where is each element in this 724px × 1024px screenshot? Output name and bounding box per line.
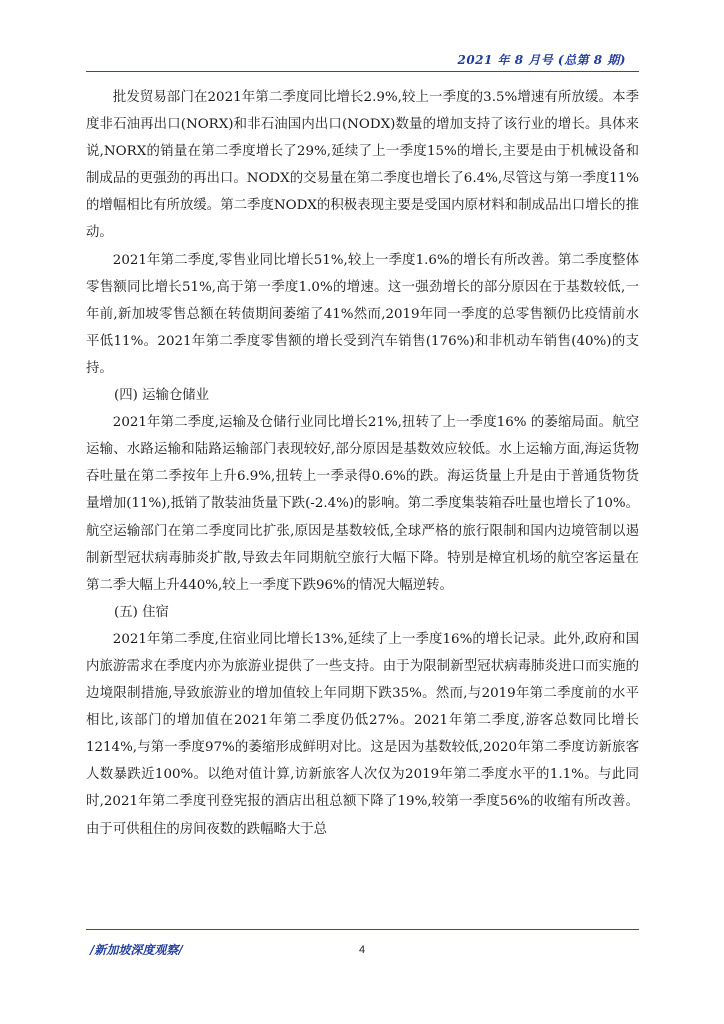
- header-divider: [86, 71, 639, 72]
- paragraph-accommodation: 2021年第二季度,住宿业同比增长13%,延续了上一季度16%的增长记录。此外,政府和国内旅游需求在季度内亦为旅游业提供了一些支持。由于为限制新型冠状病毒肺炎进口而实施的边境限制措施,导致旅游业的增加值较上年同期下跌35%。然而,与2019年第二季度前的水平相比,该部门的增加值在2021年第二季度仍低27%。2021年第二季度,游客总数同比增长1214%,与第一季度97%的萎缩形成鲜明对比。这是因为基数较低,2020年第二季度访新旅客人数暴跌近100%。以绝对值计算,访新旅客人次仅为2019年第二季度水平的1.1%。与此同时,2021年第二季度刊登宪报的酒店出租总额下降了19%,较第一季度56%的收缩有所改善。由于可供租住的房间夜数的跌幅略大于总: [86, 631, 639, 837]
- issue-header: 2021 年 8 月号 (总第 8 期): [457, 53, 626, 67]
- paragraph-retail: 2021年第二季度,零售业同比增长51%,较上一季度1.6%的增长有所改善。第二季度整体零售额同比增长51%,高于第一季度1.0%的增速。这一强劲增长的部分原因在于基数较低,一年前,新加坡零售总额在转债期间萎缩了41%然而,2019年同一季度的总零售额仍比疫情前水平低11%。2021年第二季度零售额的增长受到汽车销售(176%)和非机动车销售(40%)的支持。: [86, 252, 639, 376]
- section-heading-transport: (四) 运输仓储业: [114, 388, 210, 404]
- publication-footer: /新加坡深度观察/: [90, 943, 183, 957]
- paragraph-wholesale: 批发贸易部门在2021年第二季度同比增长2.9%,较上一季度的3.5%增速有所放缓。本季度非石油再出口(NORX)和非石油国内出口(NODX)数量的增加支持了该行业的增长。具体来说,NORX的销量在第二季度增长了29%,延续了上一季度15%的增长,主要是由于机械设备和制成品的更强劲的再出口。NODX的交易量在第二季度也增长了6.4%,尽管这与第一季度11%的增幅相比有所放缓。第二季度NODX的积极表现主要是受国内原材料和制成品出口增长的推动。: [86, 90, 639, 241]
- paragraph-transport: 2021年第二季度,运输及仓储行业同比增长21%,扭转了上一季度16% 的萎缩局面。航空运输、水路运输和陆路运输部门表现较好,部分原因是基数效应较低。水上运输方面,海运货物吞吐量在第二季按年上升6.9%,扭转上一季录得0.6%的跌。海运货量上升是由于普通货物货量增加(11%),抵销了散装油货量下跌(-2.4%)的影响。第二季度集装箱吞吐量也增长了10%。航空运输部门在第二季度同比扩张,原因是基数较低,全球严格的旅行限制和国内边境管制以遏制新型冠状病毒肺炎扩散,导致去年同期航空旅行大幅下降。特别是樟宜机场的航空客运量在第二季大幅上升440%,较上一季度下跌96%的情况大幅逆转。: [86, 415, 639, 593]
- document-body: [86, 84, 639, 843]
- section-heading-accommodation: (五) 住宿: [114, 604, 169, 620]
- footer-divider: [86, 929, 639, 930]
- page-number: 4: [359, 944, 366, 956]
